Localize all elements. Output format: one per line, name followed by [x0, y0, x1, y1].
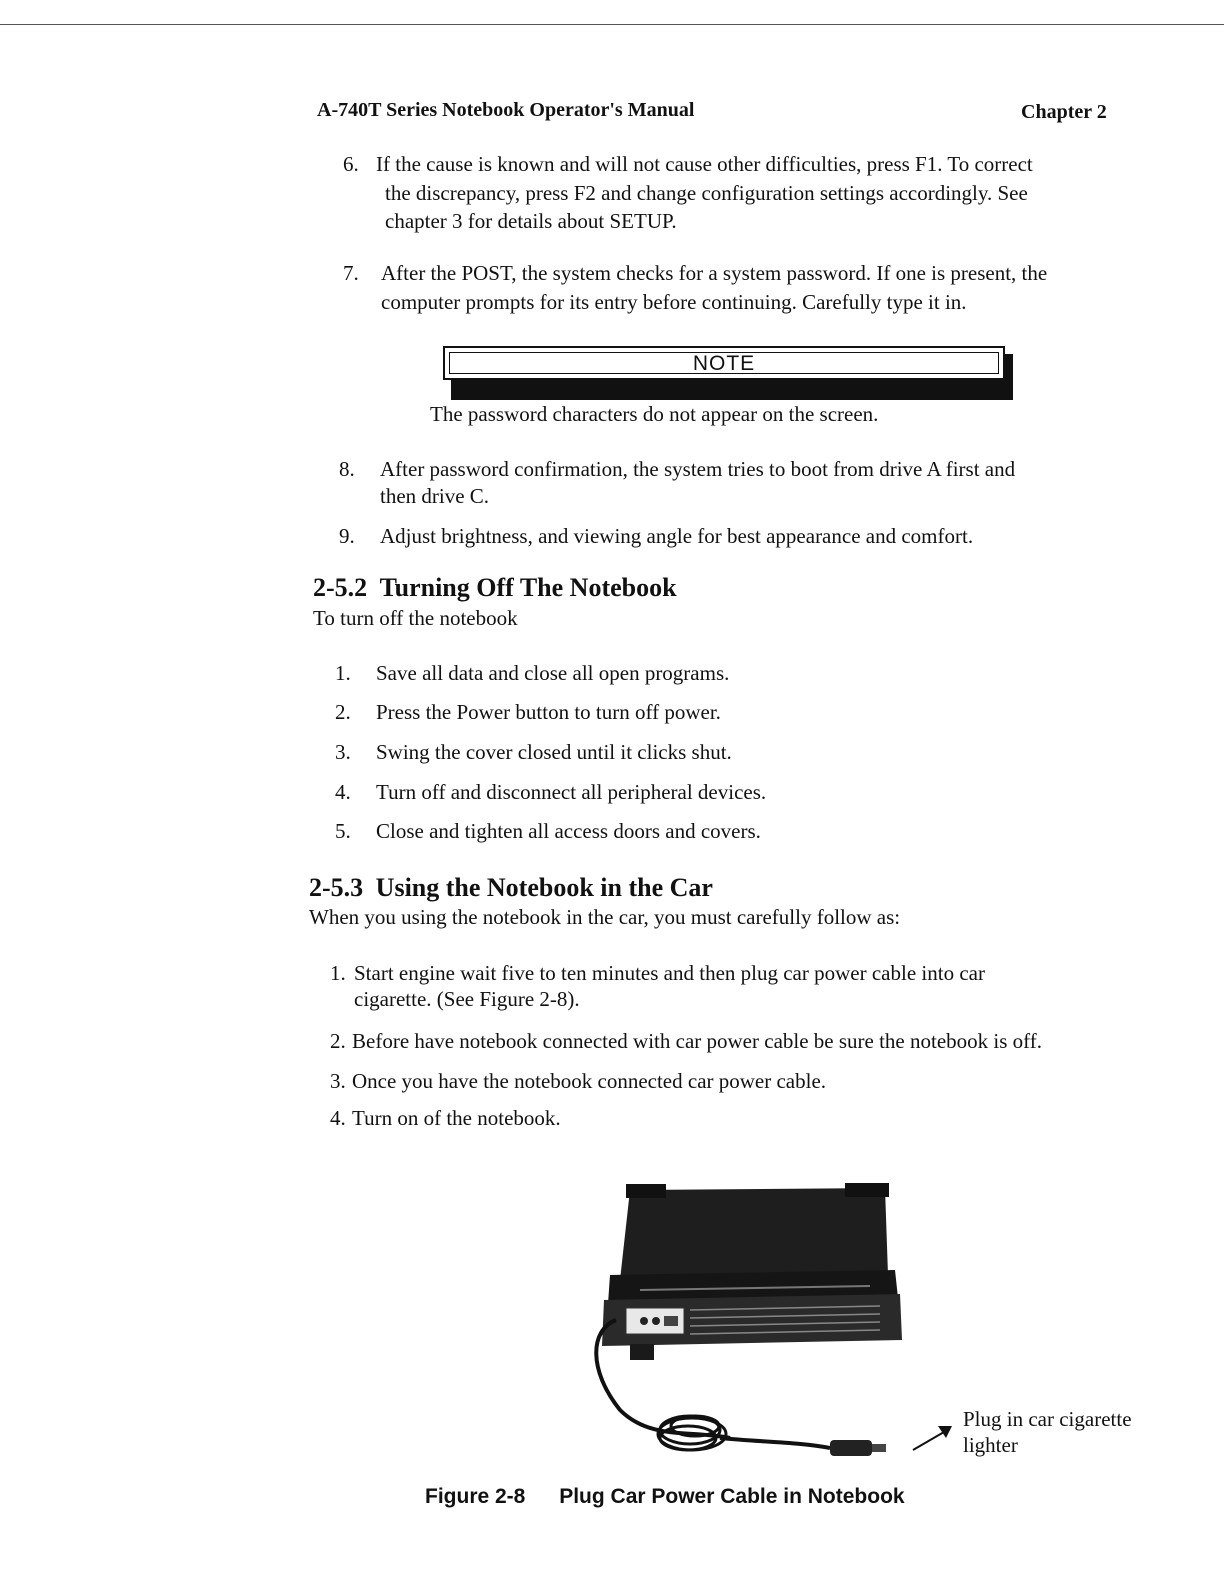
list-line: Adjust brightness, and viewing angle for best appearance and comfort.: [380, 524, 974, 548]
section-title: Turning Off The Notebook: [379, 573, 677, 602]
list-line: the discrepancy, press F2 and change configuration settings accordingly. See: [385, 181, 1028, 205]
list-line: After the POST, the system checks for a system password. If one is present, the: [381, 261, 1048, 285]
list-text: Turn off and disconnect all peripheral devices.: [376, 780, 767, 804]
list-number: 7.: [343, 261, 359, 285]
figure-caption: [425, 1485, 905, 1509]
list-line: Before have notebook connected with car power cable be sure the notebook is off.: [352, 1029, 1043, 1053]
list-number: 8.: [339, 457, 355, 481]
list-number: 4.: [330, 1106, 346, 1130]
section-heading: [309, 873, 713, 903]
list-line: cigarette. (See Figure 2-8).: [354, 987, 580, 1011]
note-box-shadow: [451, 380, 1013, 400]
list-line: Start engine wait five to ten minutes and then plug car power cable into car: [354, 961, 985, 985]
list-number: 6.: [343, 152, 359, 176]
section-heading: [313, 573, 677, 603]
list-text: Press the Power button to turn off power.: [376, 700, 721, 724]
section-number: 2-5.3: [309, 873, 364, 902]
note-text: The password characters do not appear on the screen.: [430, 402, 879, 426]
list-line: After password confirmation, the system tries to boot from drive A first and: [380, 457, 1016, 481]
top-rule: [0, 24, 1224, 25]
list-line: chapter 3 for details about SETUP.: [385, 209, 677, 233]
list-number: 3.: [335, 740, 351, 764]
list-number: 5.: [335, 819, 351, 843]
list-text: Close and tighten all access doors and covers.: [376, 819, 761, 843]
list-line: then drive C.: [380, 484, 490, 508]
manual-title: A-740T Series Notebook Operator's Manual: [317, 99, 695, 121]
list-number: 2.: [335, 700, 351, 724]
callout-line: lighter: [963, 1433, 1018, 1457]
list-line: Once you have the notebook connected car power cable.: [352, 1069, 827, 1093]
chapter-label: Chapter 2: [1021, 101, 1107, 123]
list-line: If the cause is known and will not cause other difficulties, press F1. To correct: [376, 152, 1033, 176]
list-number: 4.: [335, 780, 351, 804]
section-intro: When you using the notebook in the car, you must carefully follow as:: [309, 905, 901, 929]
figure-callout: [963, 1406, 1132, 1458]
list-number: 1.: [335, 661, 351, 685]
section-title: Using the Notebook in the Car: [375, 873, 713, 902]
list-text: Save all data and close all open programs.: [376, 661, 730, 685]
list-text: Swing the cover closed until it clicks shut.: [376, 740, 732, 764]
figure-number: Figure 2-8: [425, 1485, 526, 1508]
list-number: 9.: [339, 524, 355, 548]
notebook-photo: [580, 1180, 910, 1480]
list-number: 1.: [330, 961, 346, 985]
figure-title: Plug Car Power Cable in Notebook: [559, 1485, 905, 1508]
section-intro: To turn off the notebook: [313, 606, 518, 630]
list-number: 3.: [330, 1069, 346, 1093]
list-line: Turn on of the notebook.: [352, 1106, 561, 1130]
section-number: 2-5.2: [313, 573, 368, 602]
list-line: computer prompts for its entry before continuing. Carefully type it in.: [381, 290, 967, 314]
note-label: NOTE: [692, 352, 756, 375]
callout-arrow-icon: [910, 1422, 960, 1456]
callout-line: Plug in car cigarette: [963, 1407, 1132, 1431]
list-number: 2.: [330, 1029, 346, 1053]
note-box-shadow: [1005, 354, 1013, 400]
